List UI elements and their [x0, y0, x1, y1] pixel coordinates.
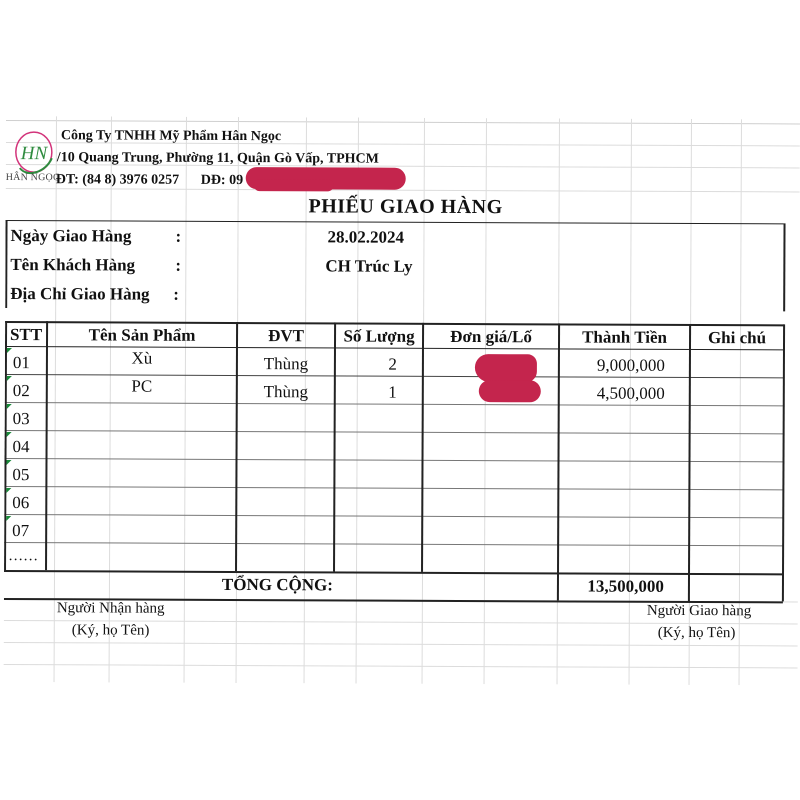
row-1-unit: Thùng — [263, 354, 309, 374]
row-2-product: PC — [131, 376, 153, 396]
column-header-strip — [6, 116, 800, 124]
company-mobile: DĐ: 09 — [200, 172, 244, 189]
row-1-stt: 01 — [12, 353, 30, 373]
redaction-mark-price-1 — [475, 354, 537, 382]
signature-deliverer: Người Giao hàng — [646, 602, 752, 620]
info-label-date: Ngày Giao Hàng — [10, 226, 132, 246]
row-1-product: Xù — [131, 348, 153, 368]
header-unit-price: Đơn giá/Lố — [450, 326, 532, 347]
redaction-mark-price-2 — [479, 380, 541, 402]
company-phone: ĐT: (84 8) 3976 0257 — [55, 172, 180, 188]
row-more-stt: …… — [8, 548, 39, 565]
row-5-stt: 05 — [12, 465, 30, 485]
info-sep-date: : — [175, 226, 182, 246]
row-6-stt: 06 — [12, 493, 30, 513]
row-7-stt: 07 — [12, 521, 30, 541]
document-title: PHIẾU GIAO HÀNG — [308, 195, 503, 219]
header-amount: Thành Tiền — [582, 327, 668, 347]
spreadsheet — [4, 116, 800, 685]
info-value-customer: CH Trúc Ly — [325, 256, 413, 276]
header-unit: ĐVT — [268, 326, 305, 346]
header-product: Tên Sản Phẩm — [88, 325, 196, 345]
row-2-stt: 02 — [12, 381, 30, 401]
row-1-quantity: 2 — [388, 354, 397, 374]
logo-mark-text: HN — [20, 143, 48, 165]
info-sep-address: : — [173, 284, 179, 304]
row-1-amount: 9,000,000 — [596, 355, 665, 375]
company-address: /10 Quang Trung, Phường 11, Quận Gò Vấp, TPHCM — [56, 150, 379, 167]
info-label-customer: Tên Khách Hàng — [10, 255, 136, 275]
total-label: TỔNG CỘNG: — [221, 574, 333, 595]
row-3-stt: 03 — [12, 409, 30, 429]
redaction-mark-phone-tail — [254, 179, 334, 191]
company-name: Công Ty TNHH Mỹ Phẩm Hân Ngọc — [60, 128, 282, 145]
row-2-amount: 4,500,000 — [596, 383, 665, 403]
header-stt: STT — [9, 325, 43, 345]
row-2-unit: Thùng — [263, 382, 309, 402]
row-4-stt: 04 — [12, 437, 30, 457]
info-label-address: Địa Chỉ Giao Hàng — [10, 284, 150, 304]
signature-receiver-note: (Ký, họ Tên) — [71, 622, 150, 639]
row-2-quantity: 1 — [388, 382, 397, 402]
header-quantity: Số Lượng — [343, 326, 415, 346]
signature-receiver: Người Nhận hàng — [56, 600, 165, 617]
signature-deliverer-note: (Ký, họ Tên) — [657, 624, 736, 642]
info-sep-customer: : — [175, 255, 182, 275]
logo-text: HÂN NGỌC — [5, 171, 60, 184]
header-note: Ghi chú — [707, 328, 767, 348]
info-value-date: 28.02.2024 — [327, 227, 405, 247]
total-value: 13,500,000 — [587, 576, 664, 596]
